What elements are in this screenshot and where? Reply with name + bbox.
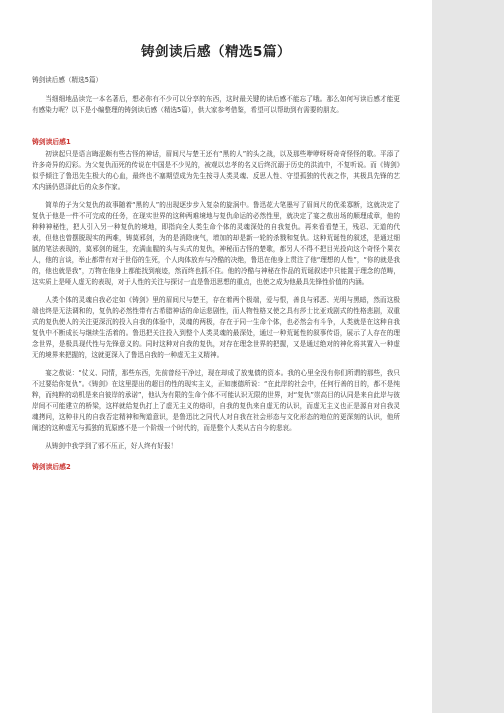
intro-paragraph: 当细细地品读完一本名著后，想必你有不少可以分享的东西，这时最关键的读后感不能忘了哦。那么如何写读后感才能更有感染力呢？以下是小编整理的铸剑读后感（精选5篇），供大家参考借鉴，希望可以帮助到有需要的朋友。 [32, 95, 400, 114]
right-sidebar-panel [432, 0, 504, 713]
section-heading-1: 铸剑读后感1 [32, 138, 71, 146]
section-1-paragraph-2: 简单的子为父复仇的故事随着“黑的人”的出现逐步步入复杂的旋涡中。鲁迅花大笔墨写了眉间尺的优柔寡断，这就决定了复仇于他是一件不可完成的任务，在现实世界的这种两难境地与复仇命运的必然性里，就决定了宴之敖出场的顺理成章，他的种种神秘性，把人引入另一种复仇的境地，即指向全人类生命个体的灵魂深处的自我复仇。再来看看楚王，残忍、无道的代表，但他也曾摆脱现实的两难，铸莫邪剑，为的是消除庚气，增加的却是新一轮的杀戮和复仇。这种荒诞性的叙述，是通过细腻的笔法表现的，莫邪剑的诞生，充满血腥的头与头式的复仇，神秘而古怪的楚歌，都另人不得不把目光投向这个奇怪个果衣人，他的言谈，举止都带有对于世俗的生死，个人肉体放弃与冷酷的决绝，鲁迅在他身上贯注了他“理想的人性”，“你的就是我的，他也就是我”，万物在他身上都能找到痕迹，然而终也抓不住。他的冷酷与神秘在作品的荒诞叙述中只能置于理念的范畴，这实质上是哑人虚无的表现，对于人性的关注与探讨一直是鲁迅思想的重点，也使之成为他最具先锋性价值的内涵。 [32, 201, 400, 286]
section-1-paragraph-4: 宴之敖说：“仗义、同情，那些东西，先前曾经干净过，现在却成了放鬼债的资本。我的心里全没有你们所谓的那些，我只不过要给你复仇”。《铸剑》在这里提出的超目的性的现实主义，正如康德所说：“在此岸的社会中，任何行善的目的，都不是纯粹，而纯粹的动机是来自彼岸的承诺”，他认为有限的生命个体不可能认识无限的世界，对“复仇”崇高目的认同是来自此岸与彼岸间不可能建立的桥梁，这样就给复仇打上了虚无主义的烙印，自我的复仇来自虚无的认识，而虚无主义也正是源自对自我灵魂拷问，这种非凡的自我否定精神和殉道意识，是鲁迅比之同代人对自我在社会形态与文化形态的地位的更深刻的认识，他所阐述的这种虚无与孤独的荒原感不是一个阶级一个时代的，而是整个人类从古自今的悲哀。 [32, 369, 400, 432]
section-1-paragraph-5: 从铸剑中我学到了邪不压正，好人终有好报！ [45, 442, 178, 450]
section-1-paragraph-1: 初读起只是语言晦涩颇有些古怪的神话，眉间尺与楚王还有“黑的人”的头之战，以及那些咿咿呀呀奇奇怪怪的歌。平添了许多奇异的幻彩。为父复仇而死的传说在中国是不少见的，被观以忠孝的名义后终沉溺于历史的洪流中，不复听说。而《铸剑》似乎倾注了鲁迅先生极大的心血，最终也不塞期望成为先生按寻人类灵魂、反思人性、守望孤独的代表之作，其极具先锋的艺术内涵仍恩泽此后的众多作家。 [32, 150, 400, 191]
page-title: 铸剑读后感（精选5篇） [141, 44, 291, 60]
document-subtitle: 铸剑读后感（精选5篇） [32, 76, 103, 84]
section-1-paragraph-3: 人类个体的灵魂自我必定如《铸剑》里的眉间尺与楚王，存在着两个极端，爱与恨，善良与邪恶、光明与黑暗，然而这极端也终是无法调和的，复仇的必然性带有古希腊神话的命运悲剧性，而人物性格又使之具有莎士比亚戏剧式的性格悲剧，双重式的复仇使人的关注更深沉的投入自我的体验中，灵魂的两极，存在于同一生命个体，也必然会有斗争，人类就是在这种自我复仇中不断成长与继续生活着的。鲁迅把关注投入到整个人类灵魂的最深处，通过一种荒诞性的叙事传语，展示了人存在的理念世界，是极具现代性与先锋意义的。同时这种对自我的复仇，对存在理念世界的把握，又是通过绝对的神化将其置入一种虚无的境界来把握的，这就更深入了鲁迅自我的一种虚无主义精神。 [32, 296, 400, 359]
section-heading-2: 铸剑读后感2 [32, 463, 71, 471]
